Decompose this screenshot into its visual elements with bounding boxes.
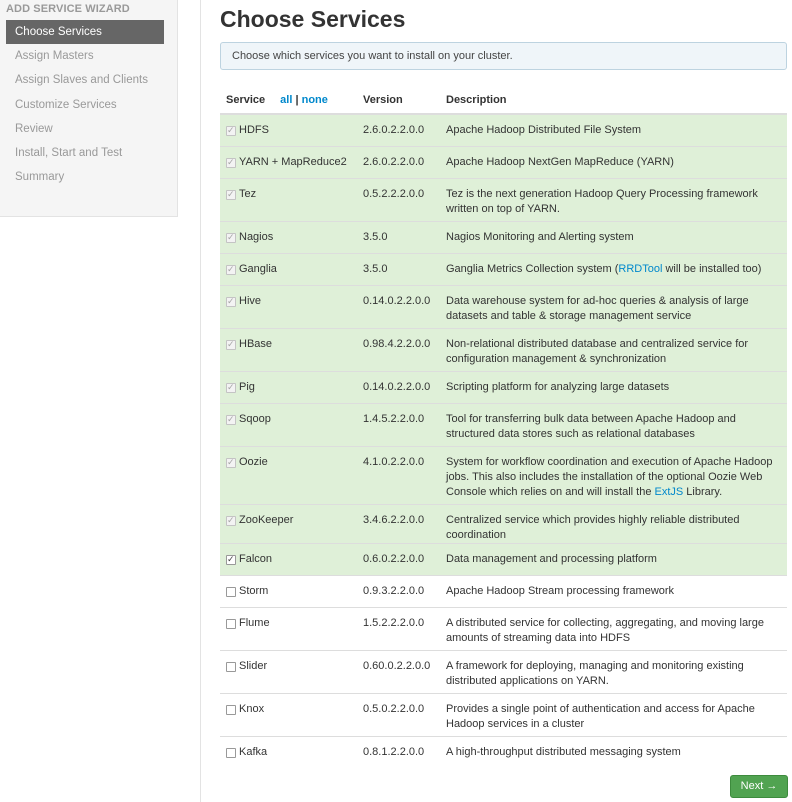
service-name: YARN + MapReduce2 — [239, 155, 347, 168]
service-version: 0.14.0.2.2.0.0 — [357, 371, 440, 403]
service-checkbox-nagios — [226, 233, 236, 243]
service-column-header — [220, 87, 357, 114]
service-row-slider — [220, 650, 787, 693]
service-cell — [220, 607, 357, 650]
checkmark-icon: ✓ — [227, 338, 235, 349]
checkmark-icon: ✓ — [227, 456, 235, 467]
service-version: 0.5.0.2.2.0.0 — [357, 693, 440, 736]
version-column-header: Version — [357, 87, 440, 114]
services-table — [220, 87, 787, 768]
checkmark-icon: ✓ — [227, 381, 235, 392]
service-checkbox-sqoop — [226, 415, 236, 425]
service-version: 1.4.5.2.2.0.0 — [357, 403, 440, 446]
description-column-header: Description — [440, 87, 787, 114]
service-checkbox-tez — [226, 190, 236, 200]
select-all-link[interactable]: all — [280, 94, 293, 106]
sidebar-item-choose-services[interactable]: Choose Services — [6, 20, 164, 44]
service-row-sqoop — [220, 403, 787, 446]
service-row-nagios — [220, 221, 787, 253]
service-description: Nagios Monitoring and Alerting system — [440, 221, 787, 253]
service-name: Pig — [239, 380, 255, 393]
service-checkbox-yarn-mapreduce2 — [226, 158, 236, 168]
checkmark-icon: ✓ — [227, 156, 235, 167]
service-cell — [220, 253, 357, 285]
service-row-pig — [220, 371, 787, 403]
service-version: 3.5.0 — [357, 253, 440, 285]
service-version: 3.4.6.2.2.0.0 — [357, 504, 440, 543]
service-name: ZooKeeper — [239, 513, 294, 526]
service-description: Apache Hadoop Stream processing framework — [440, 575, 787, 607]
service-row-ganglia — [220, 253, 787, 285]
checkmark-icon: ✓ — [227, 413, 235, 424]
service-checkbox-flume[interactable] — [226, 619, 236, 629]
service-row-knox — [220, 693, 787, 736]
sidebar-item-customize-services[interactable]: Customize Services — [15, 98, 117, 111]
service-version: 2.6.0.2.2.0.0 — [357, 146, 440, 178]
info-alert: Choose which services you want to install on your cluster. — [220, 42, 787, 70]
description-text: Library. — [683, 485, 723, 498]
sidebar-item-install-start-and-test[interactable]: Install, Start and Test — [15, 146, 123, 159]
service-cell — [220, 736, 357, 768]
service-cell-content — [226, 155, 351, 170]
service-name: Falcon — [239, 552, 273, 565]
service-description: A high-throughput distributed messaging system — [440, 736, 787, 768]
service-cell-content — [226, 616, 351, 631]
service-version: 0.14.0.2.2.0.0 — [357, 285, 440, 328]
service-name: Slider — [239, 659, 268, 672]
service-description: Data management and processing platform — [440, 543, 787, 575]
service-row-hbase — [220, 328, 787, 371]
service-checkbox-knox[interactable] — [226, 705, 236, 715]
table-header-row — [220, 87, 787, 114]
sidebar-steps — [6, 20, 164, 189]
service-cell-content — [226, 513, 351, 528]
service-cell — [220, 446, 357, 504]
service-description — [440, 253, 787, 285]
service-cell — [220, 328, 357, 371]
service-name: Hive — [239, 294, 262, 307]
service-name: HBase — [239, 337, 273, 350]
sidebar-item-review[interactable]: Review — [15, 122, 53, 135]
service-description: A framework for deploying, managing and monitoring existing distributed applications on YARN. — [440, 650, 787, 693]
service-checkbox-hive — [226, 297, 236, 307]
description-text: System for workflow coordination and execution of Apache Hadoop jobs. This also includes the installation of the optional Oozie Web Console which relies on and will install the — [446, 455, 773, 498]
service-header-label: Service — [226, 94, 266, 106]
description-text: Ganglia Metrics Collection system ( — [446, 262, 619, 275]
service-cell-content — [226, 552, 351, 567]
service-name: Tez — [239, 187, 257, 200]
service-description: Provides a single point of authentication and access for Apache Hadoop services in a cluster — [440, 693, 787, 736]
service-cell — [220, 693, 357, 736]
checkmark-icon: ✓ — [227, 231, 235, 242]
service-cell — [220, 178, 357, 221]
service-version: 0.6.0.2.2.0.0 — [357, 543, 440, 575]
vertical-divider — [200, 0, 201, 802]
service-cell — [220, 371, 357, 403]
service-cell — [220, 403, 357, 446]
service-cell-content — [226, 294, 351, 309]
service-cell — [220, 114, 357, 146]
service-name: Ganglia — [239, 262, 277, 275]
service-name: Flume — [239, 616, 270, 629]
all-none-separator: | — [295, 94, 299, 106]
service-cell — [220, 221, 357, 253]
service-description: Tool for transferring bulk data between Apache Hadoop and structured data stores such as relational databases — [440, 403, 787, 446]
service-checkbox-falcon[interactable] — [226, 555, 236, 565]
service-version: 1.5.2.2.2.0.0 — [357, 607, 440, 650]
description-text: will be installed too) — [662, 262, 762, 275]
select-none-link[interactable]: none — [301, 94, 328, 106]
service-cell — [220, 146, 357, 178]
service-description: A distributed service for collecting, aggregating, and moving large amounts of streaming data into HDFS — [440, 607, 787, 650]
service-description: Apache Hadoop Distributed File System — [440, 114, 787, 146]
service-row-hdfs — [220, 114, 787, 146]
sidebar-item-assign-slaves-and-clients[interactable]: Assign Slaves and Clients — [15, 74, 148, 87]
service-cell — [220, 504, 357, 543]
service-description: Non-relational distributed database and centralized service for configuration management & synchronization — [440, 328, 787, 371]
description-link-extjs[interactable]: ExtJS — [654, 485, 684, 498]
service-row-yarn-mapreduce2 — [220, 146, 787, 178]
service-version: 0.98.4.2.2.0.0 — [357, 328, 440, 371]
service-checkbox-hbase — [226, 340, 236, 350]
service-cell-content — [226, 337, 351, 352]
service-cell-content — [226, 187, 351, 202]
service-version: 3.5.0 — [357, 221, 440, 253]
service-cell-content — [226, 745, 351, 760]
service-checkbox-oozie — [226, 458, 236, 468]
service-description — [440, 446, 787, 504]
service-cell-content — [226, 659, 351, 674]
service-row-tez — [220, 178, 787, 221]
service-description: Tez is the next generation Hadoop Query Processing framework written on top of YARN. — [440, 178, 787, 221]
service-checkbox-hdfs — [226, 126, 236, 136]
service-name: Storm — [239, 584, 269, 597]
service-version: 0.60.0.2.2.0.0 — [357, 650, 440, 693]
service-cell-content — [226, 262, 351, 277]
service-row-flume — [220, 607, 787, 650]
service-checkbox-slider[interactable] — [226, 662, 236, 672]
service-cell-content — [226, 584, 351, 599]
checkmark-icon: ✓ — [227, 295, 235, 306]
service-cell — [220, 575, 357, 607]
service-description: Centralized service which provides highly reliable distributed coordination — [440, 504, 787, 543]
checkmark-icon: ✓ — [227, 263, 235, 274]
service-version: 0.8.1.2.2.0.0 — [357, 736, 440, 768]
service-checkbox-storm[interactable] — [226, 587, 236, 597]
service-row-falcon — [220, 543, 787, 575]
service-version: 4.1.0.2.2.0.0 — [357, 446, 440, 504]
service-cell-content — [226, 412, 351, 427]
service-cell-content — [226, 123, 351, 138]
sidebar-item-assign-masters[interactable]: Assign Masters — [15, 50, 94, 63]
service-version: 2.6.0.2.2.0.0 — [357, 114, 440, 146]
checkmark-icon: ✓ — [227, 125, 235, 135]
sidebar-item-summary[interactable]: Summary — [15, 171, 65, 184]
service-cell — [220, 543, 357, 575]
description-link-rrdtool[interactable]: RRDTool — [618, 262, 663, 275]
service-checkbox-zookeeper — [226, 516, 236, 526]
service-description: Scripting platform for analyzing large datasets — [440, 371, 787, 403]
sidebar-title: ADD SERVICE WIZARD — [6, 3, 130, 15]
service-name: Nagios — [239, 230, 274, 243]
service-version: 0.9.3.2.2.0.0 — [357, 575, 440, 607]
service-name: HDFS — [239, 124, 269, 136]
service-description: Data warehouse system for ad-hoc queries & analysis of large datasets and table & storage management service — [440, 285, 787, 328]
checkmark-icon: ✓ — [227, 553, 235, 564]
service-version: 0.5.2.2.2.0.0 — [357, 178, 440, 221]
service-checkbox-kafka[interactable] — [226, 748, 236, 758]
service-cell — [220, 650, 357, 693]
service-row-hive — [220, 285, 787, 328]
service-name: Sqoop — [239, 412, 271, 425]
service-cell — [220, 285, 357, 328]
service-name: Kafka — [239, 745, 268, 758]
service-cell-content — [226, 230, 351, 245]
checkmark-icon: ✓ — [227, 514, 235, 525]
service-cell-content — [226, 702, 351, 717]
service-name: Knox — [239, 702, 265, 715]
service-row-oozie — [220, 446, 787, 504]
service-row-storm — [220, 575, 787, 607]
checkmark-icon: ✓ — [227, 188, 235, 199]
service-row-kafka — [220, 736, 787, 768]
wizard-sidebar — [0, 0, 178, 217]
service-cell-content — [226, 380, 351, 395]
service-checkbox-pig — [226, 383, 236, 393]
service-row-zookeeper — [220, 504, 787, 543]
next-button[interactable]: Next → — [730, 775, 788, 798]
service-checkbox-ganglia — [226, 265, 236, 275]
service-name: Oozie — [239, 455, 268, 468]
service-cell-content — [226, 455, 351, 470]
service-description: Apache Hadoop NextGen MapReduce (YARN) — [440, 146, 787, 178]
page-title: Choose Services — [220, 6, 406, 32]
